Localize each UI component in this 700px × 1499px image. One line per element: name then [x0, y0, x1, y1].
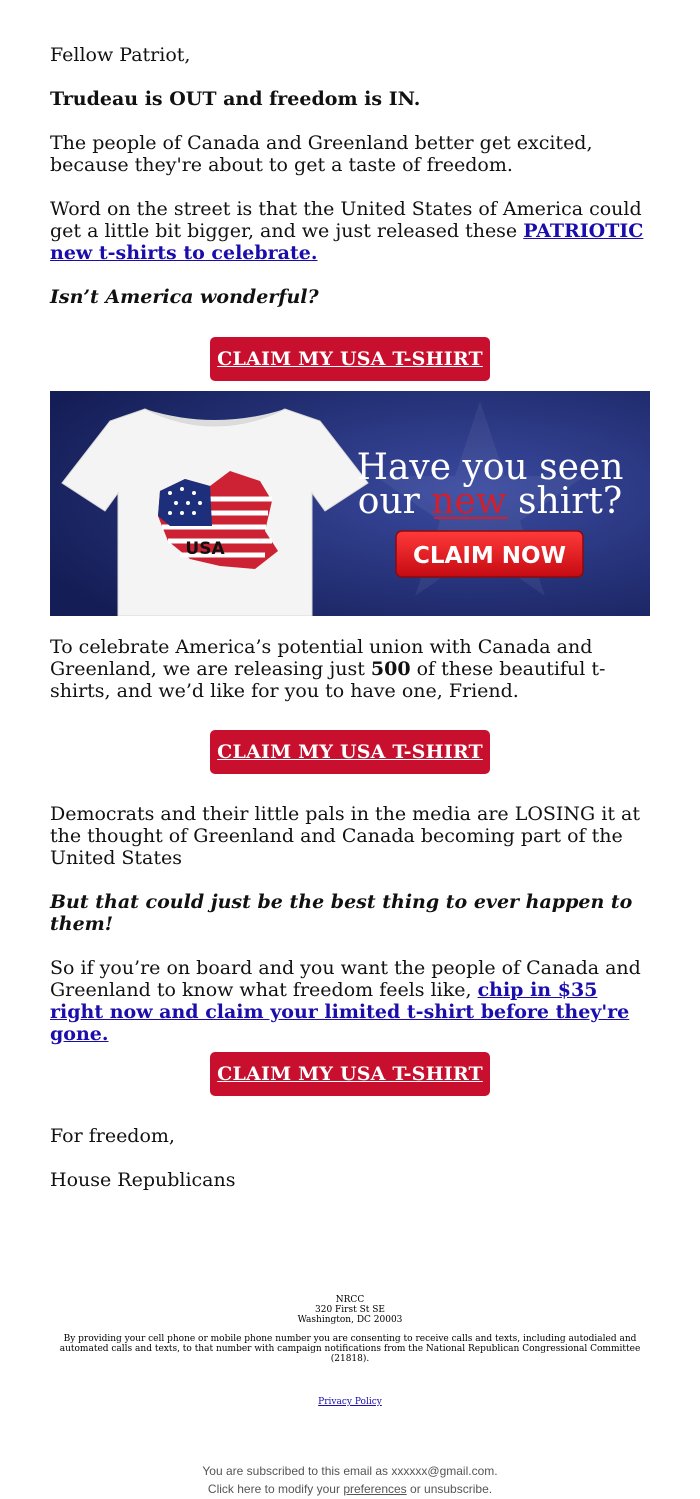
banner-new-word: new: [431, 481, 507, 522]
footer-disclaimer: By providing your cell phone or mobile phone number you are consenting to receive calls and texts, including autodialed and automated calls and texts, to that number with campaign notifications from the National Republican Congressional Committee (21818).: [59, 1334, 641, 1364]
footer-address-2: Washington, DC 20003: [297, 1315, 403, 1325]
banner-line-1: Have you seen: [356, 447, 624, 488]
signature: House Republicans: [50, 1169, 236, 1191]
modify-mid: or: [406, 1482, 425, 1496]
footer-address-1: 320 First St SE: [315, 1305, 385, 1315]
paragraph-bigger-text: Word on the street is that the United States of America could get a little bit bigger, and we just released these: [50, 198, 642, 242]
privacy-policy-link[interactable]: Privacy Policy: [318, 1397, 382, 1407]
paragraph-democrats: Democrats and their little pals in the media are LOSING it at the thought of Greenland and Canada becoming part of the United States: [50, 803, 640, 869]
paragraph-intro: The people of Canada and Greenland better get excited, because they're about to get a taste of freedom.: [50, 132, 593, 176]
question-line: Isn’t America wonderful?: [50, 286, 319, 308]
banner-claim-label: CLAIM NOW: [413, 543, 566, 569]
claim-shirt-button[interactable]: CLAIM MY USA T-SHIRT: [210, 730, 490, 774]
greeting: Fellow Patriot,: [50, 44, 191, 66]
banner-line-2-post: shirt?: [506, 481, 623, 522]
banner-line-2: [358, 481, 622, 522]
subscribed-line: [0, 1462, 700, 1480]
cta-row-3: [50, 1052, 650, 1096]
shirt-banner-graphic: [50, 391, 650, 616]
unsubscribe-link[interactable]: unsubscribe.: [424, 1482, 493, 1496]
paragraph-best-thing: But that could just be the best thing to ever happen to them!: [50, 891, 633, 935]
modify-line: [0, 1480, 700, 1498]
modify-pre: Click here to modify your: [207, 1482, 344, 1496]
footer-privacy-row: [0, 1389, 700, 1408]
claim-shirt-button[interactable]: CLAIM MY USA T-SHIRT: [210, 1052, 490, 1096]
chip-in-link[interactable]: chip in $35 right now and claim your limited t-shirt before they're gone.: [50, 979, 630, 1045]
paragraph-chip-in-text: So if you’re on board and you want the people of Canada and Greenland to know what freedom feels like,: [50, 957, 641, 1001]
footer-org: NRCC: [335, 1295, 365, 1305]
preferences-link[interactable]: preferences: [343, 1482, 407, 1496]
subscriber-email: xxxxxx@gmail.com.: [391, 1464, 498, 1478]
paragraph-bigger: [50, 198, 650, 264]
paragraph-celebrate-pre: To celebrate America’s potential union with Canada and Greenland, we are releasing just: [50, 636, 593, 680]
cta-row-1: [50, 337, 650, 381]
footer-address: [0, 1295, 700, 1325]
shirt-usa-text: USA: [185, 539, 225, 559]
claim-shirt-button[interactable]: CLAIM MY USA T-SHIRT: [210, 337, 490, 381]
signoff: For freedom,: [50, 1125, 175, 1147]
footer-subscription: [0, 1462, 700, 1498]
shirt-count: 500: [370, 658, 411, 680]
paragraph-chip-in: [50, 957, 650, 1045]
cta-row-2: [50, 730, 650, 774]
shirt-banner[interactable]: [50, 391, 650, 616]
tshirt-link[interactable]: PATRIOTIC new t-shirts to celebrate.: [50, 220, 644, 264]
headline: Trudeau is OUT and freedom is IN.: [50, 88, 421, 110]
paragraph-celebrate-post: of these beautiful t-shirts, and we’d like for you to have one, Friend.: [50, 658, 606, 702]
paragraph-celebrate: [50, 636, 650, 702]
banner-line-2-pre: our: [357, 481, 432, 522]
subscribed-pre: You are subscribed to this email as: [202, 1464, 392, 1478]
